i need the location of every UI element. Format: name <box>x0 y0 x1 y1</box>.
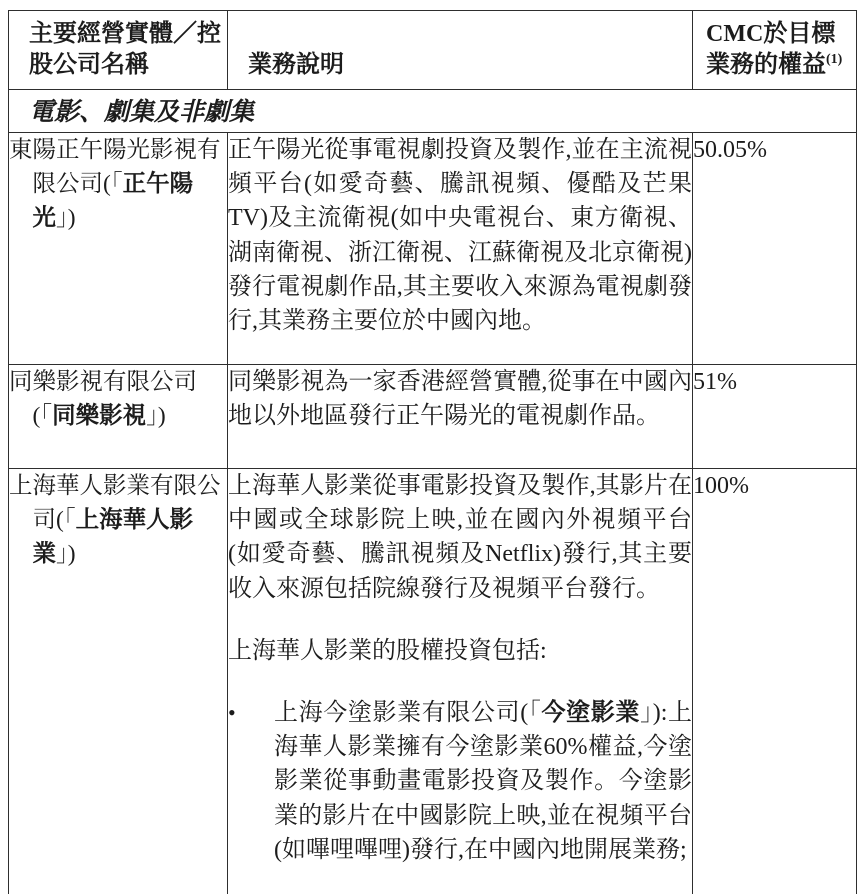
table-row <box>9 133 857 365</box>
entity-name-cell <box>9 365 228 469</box>
interest-value: 51% <box>693 369 737 395</box>
business-description-cell <box>228 469 693 894</box>
entity-name-text-end: 」) <box>56 541 76 567</box>
entities-table <box>8 10 857 894</box>
entity-name-cell <box>9 469 228 894</box>
entity-short-name: 正午陽光 <box>32 171 194 231</box>
entity-name-text-end: 」) <box>146 403 166 429</box>
business-description-paragraph: 正午陽光從事電視劇投資及製作,並在主流視頻平台(如愛奇藝、騰訊視頻、優酷及芒果TV)及主流衛視(如中央電視台、東方衛視、湖南衛視、浙江衛視、江蘇衛視及北京衛視)發行電視劇作品,其主要收入來源為電視劇發行,其業務主要位於中國內地。 <box>228 137 692 335</box>
list-item <box>228 696 692 867</box>
entity-name-text: 東陽正午陽光影視有限公司(「 <box>9 137 221 197</box>
bullet-text-start: 上海今塗影業有限公司(「 <box>274 700 542 727</box>
interest-value: 100% <box>693 473 749 499</box>
header-cmc-interest-label: CMC於目標業務的權益 <box>706 21 836 78</box>
bullet-text-end: 」):上海華人影業擁有今塗影業60%權益,今塗影業從事動畫電影投資及製作。今塗影業的影片在中國影院上映,並在視頻平台(如嗶哩嗶哩)發行,在中國內地開展業務; <box>274 700 692 863</box>
business-description-paragraph: 同樂影視為一家香港經營實體,從事在中國內地以外地區發行正午陽光的電視劇作品。 <box>228 369 692 430</box>
entity-name <box>9 133 227 235</box>
entity-name-text: 上海華人影業有限公司(「 <box>9 473 221 533</box>
bullet-icon: • <box>228 700 236 726</box>
table-header-row <box>9 11 857 90</box>
footnote-reference-1: (1) <box>826 52 843 67</box>
entity-name-cell <box>9 133 228 365</box>
header-business-description <box>228 11 693 90</box>
interest-cell <box>693 365 857 469</box>
interest-cell <box>693 133 857 365</box>
header-entity-name <box>9 11 228 90</box>
section-row-films-series <box>9 90 857 133</box>
business-description-cell <box>228 365 693 469</box>
table-row <box>9 469 857 894</box>
header-cmc-interest <box>693 11 857 90</box>
entity-name <box>9 365 227 433</box>
entity-short-name: 同樂影視 <box>52 403 147 429</box>
header-business-description-label: 業務說明 <box>248 52 344 78</box>
entity-name-text: 同樂影視有限公司(「 <box>9 369 197 429</box>
header-entity-name-label: 主要經營實體／控股公司名稱 <box>29 21 221 78</box>
entity-name <box>9 469 227 571</box>
equity-investments-intro: 上海華人影業的股權投資包括: <box>228 637 547 664</box>
section-title-cell <box>9 90 857 133</box>
entity-short-name: 上海華人影業 <box>32 507 194 567</box>
business-description-cell <box>228 133 693 365</box>
subsidiary-short-name: 今塗影業 <box>541 700 641 727</box>
table-row <box>9 365 857 469</box>
entity-name-text-end: 」) <box>56 205 76 231</box>
bullet-text <box>274 696 692 867</box>
interest-cell <box>693 469 857 894</box>
business-description-paragraph: 上海華人影業從事電影投資及製作,其影片在中國或全球影院上映,並在國內外視頻平台(如愛奇藝、騰訊視頻及Netflix)發行,其主要收入來源包括院線發行及視頻平台發行。 <box>228 473 692 602</box>
interest-value: 50.05% <box>693 137 767 163</box>
section-title: 電影、劇集及非劇集 <box>29 99 255 126</box>
